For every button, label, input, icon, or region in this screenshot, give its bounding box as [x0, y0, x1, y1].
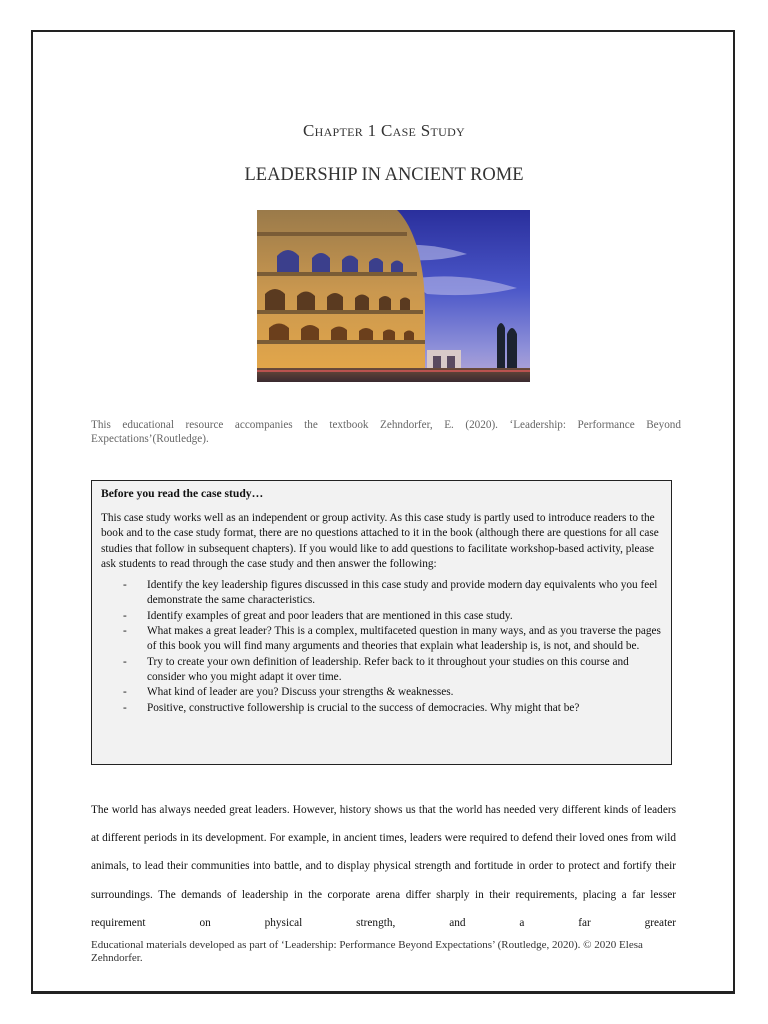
list-item: - What makes a great leader? This is a complex, multifaceted question in many ways, and as you traverse the pages of this book you will find many arguments and theories that explain what leadership is, is not, and should be. — [123, 625, 661, 653]
before-you-read-box — [91, 480, 672, 765]
list-item: - Positive, constructive followership is crucial to the success of democracies. Why might that be? — [101, 701, 662, 716]
list-item: - Try to create your own definition of leadership. Refer back to it throughout your studies on this course and consider who you might adapt it over time. — [123, 655, 629, 683]
footer-note: Educational materials developed as part of ‘Leadership: Performance Beyond Expectations’ (Routledge, 2020). © 2020 Elesa Zehndorfer. — [91, 939, 643, 964]
colosseum-photo — [257, 210, 530, 382]
body-paragraph: The world has always needed great leaders. However, history shows us that the world has needed very different kinds of leaders at different periods in its development. For example, in ancient times, leaders were required to defend their loved ones from wild animals, to lead their communities into battle, and to display physical strength and fortitude in order to protect and fortify their surroundings. The demands of leadership in the corporate arena differ sharply in their requirements, placing a far lesser requirement on physical strength, and a far greater — [91, 804, 676, 929]
dash-icon: - — [123, 701, 127, 714]
dash-icon: - — [123, 625, 127, 638]
dash-icon: - — [123, 686, 127, 699]
callout-intro: This case study works well as an independent or group activity. As this case study is partly used to introduce readers to the book and to the case study format, there are no questions attached to it in the book (although there are questions for all case studies that follow in subsequent chapters). If you would like to add questions to facilitate workshop-based activity, please ask students to read through the case study and then answer the following: — [101, 512, 659, 570]
list-item: - Identify the key leadership figures discussed in this case study and provide modern day equivalents who you feel demonstrate the same characteristics. — [123, 579, 658, 607]
question-list — [101, 578, 662, 716]
list-item: - Identify examples of great and poor leaders that are mentioned in this case study. — [101, 609, 662, 624]
case-study-title: LEADERSHIP IN ANCIENT ROME — [244, 165, 524, 185]
resource-note: This educational resource accompanies the textbook Zehndorfer, E. (2020). ‘Leadership: Performance Beyond Expectations’(Routledge). — [91, 419, 681, 445]
dash-icon: - — [123, 609, 127, 622]
dash-icon: - — [123, 655, 127, 668]
list-item: - What kind of leader are you? Discuss your strengths & weaknesses. — [101, 685, 662, 700]
dash-icon: - — [123, 579, 127, 592]
chapter-heading: Chapter 1 Case Study — [302, 121, 466, 140]
callout-title: Before you read the case study… — [101, 487, 264, 500]
